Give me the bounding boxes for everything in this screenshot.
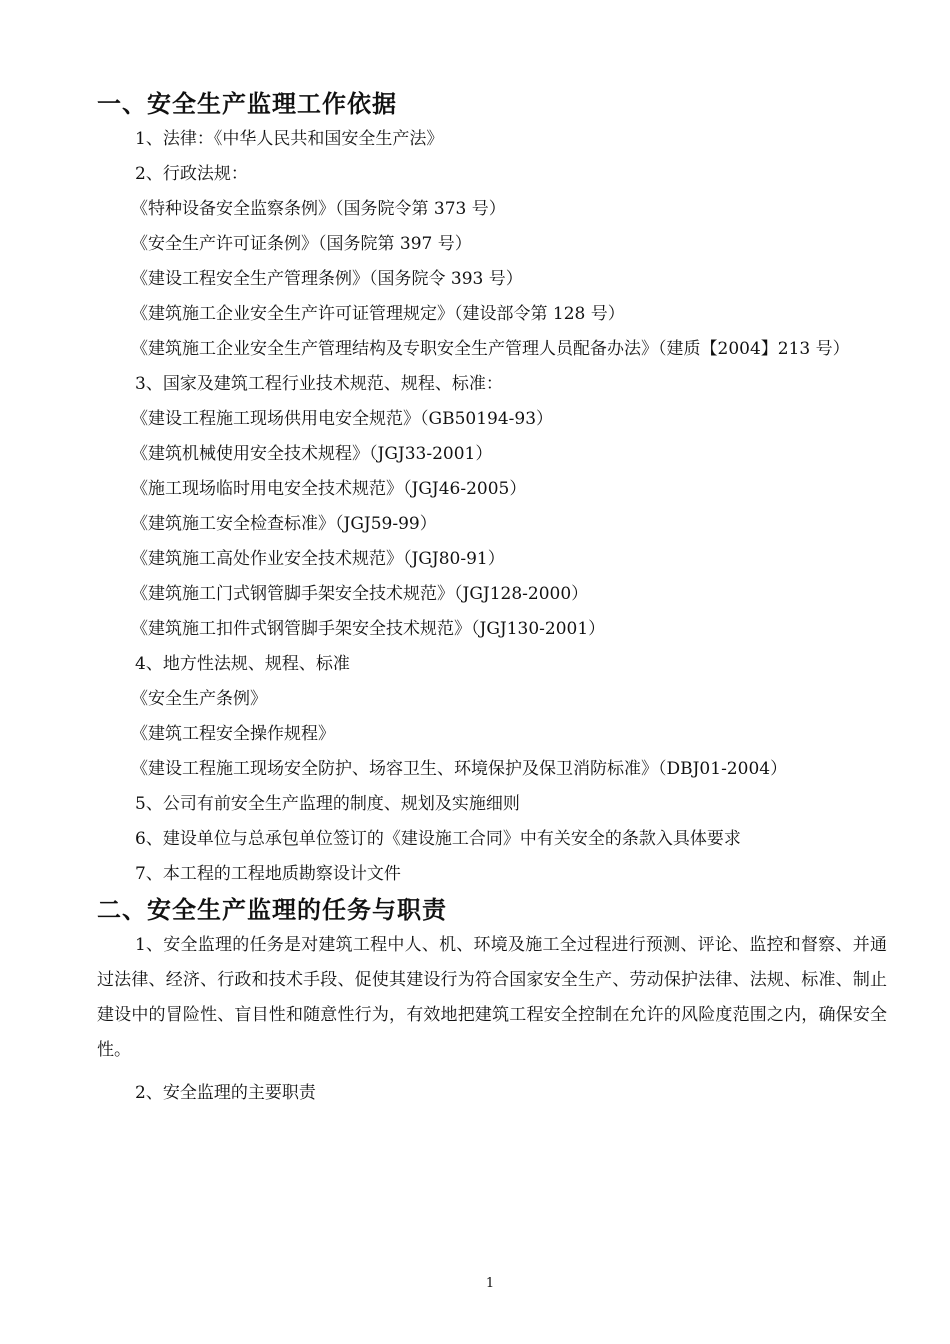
standard-item: 《建筑施工安全检查标准》（JGJ59-99） [131, 514, 437, 534]
regulation-item: 《特种设备安全监察条例》（国务院令第 373 号） [131, 199, 506, 219]
local-standard-item: 《建筑工程安全操作规程》 [131, 724, 335, 744]
regulation-item: 《建筑施工企业安全生产许可证管理规定》（建设部令第 128 号） [131, 304, 625, 324]
local-standard-item: 《安全生产条例》 [131, 689, 267, 709]
regulation-item: 《安全生产许可证条例》（国务院第 397 号） [131, 234, 472, 254]
basis-item-survey-docs: 7、本工程的工程地质勘察设计文件 [135, 864, 401, 884]
basis-item-contract: 6、建设单位与总承包单位签订的《建设施工合同》中有关安全的条款入具体要求 [135, 829, 741, 849]
section-2-heading: 二、安全生产监理的任务与职责 [97, 896, 447, 924]
standard-item: 《建筑机械使用安全技术规程》（JGJ33-2001） [131, 444, 493, 464]
basis-item-law: 1、法律：《中华人民共和国安全生产法》 [135, 129, 444, 149]
regulation-item: 《建设工程安全生产管理条例》（国务院令 393 号） [131, 269, 523, 289]
basis-item-national-standards: 3、国家及建筑工程行业技术规范、规程、标准： [135, 374, 503, 394]
standard-item: 《建筑施工高处作业安全技术规范》（JGJ80-91） [131, 549, 505, 569]
basis-item-admin-regulations: 2、行政法规： [135, 164, 248, 184]
section-1-heading: 一、安全生产监理工作依据 [97, 90, 397, 118]
standard-item: 《建筑施工扣件式钢管脚手架安全技术规范》（JGJ130-2001） [131, 619, 606, 639]
local-standard-item: 《建设工程施工现场安全防护、场容卫生、环境保护及保卫消防标准》（DBJ01-2004） [131, 759, 788, 779]
regulation-item: 《建筑施工企业安全生产管理结构及专职安全生产管理人员配备办法》（建质【2004】213 号） [131, 339, 850, 359]
page-number: 1 [485, 1276, 495, 1291]
basis-item-company-rules: 5、公司有前安全生产监理的制度、规划及实施细则 [135, 794, 520, 814]
duties-paragraph: 2、安全监理的主要职责 [135, 1083, 316, 1103]
task-paragraph: 1、安全监理的任务是对建筑工程中人、机、环境及施工全过程进行预测、评论、监控和督察、并通过法律、经济、行政和技术手段、促使其建设行为符合国家安全生产、劳动保护法律、法规、标准、制止建设中的冒险性、盲目性和随意性行为，有效地把建筑工程安全控制在允许的风险度范围之内，确保安全性。 [97, 935, 887, 1060]
standard-item: 《施工现场临时用电安全技术规范》（JGJ46-2005） [131, 479, 527, 499]
page-content [97, 86, 887, 1111]
basis-item-local-regulations: 4、地方性法规、规程、标准 [135, 654, 350, 674]
standard-item: 《建筑施工门式钢管脚手架安全技术规范》（JGJ128-2000） [131, 584, 589, 604]
standard-item: 《建设工程施工现场供用电安全规范》（GB50194-93） [131, 409, 554, 429]
